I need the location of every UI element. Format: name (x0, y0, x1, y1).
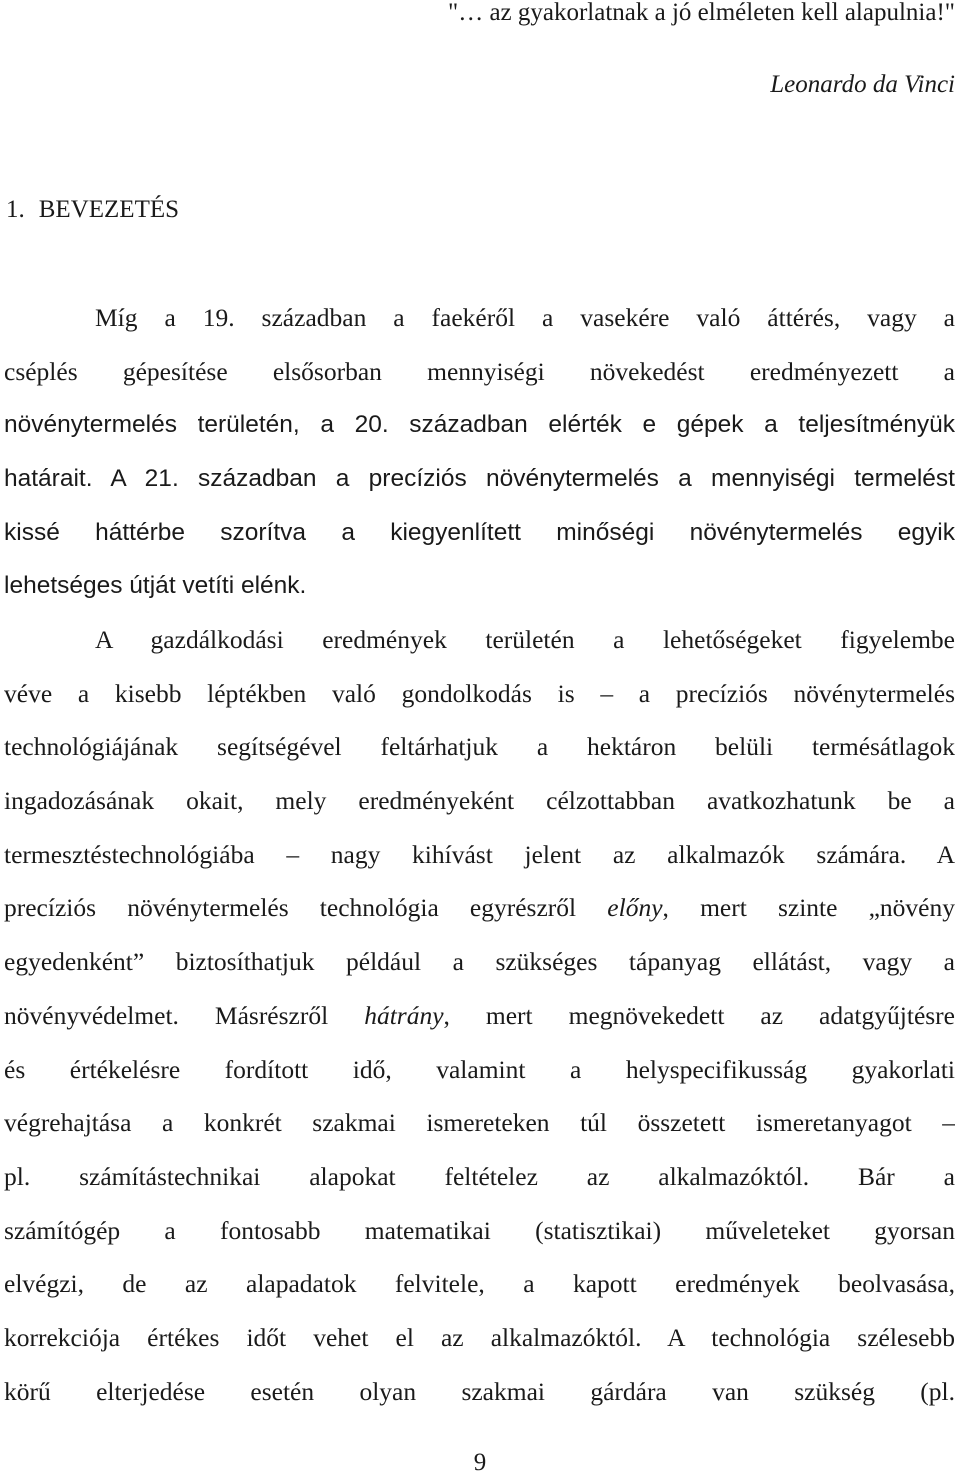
section-heading (6, 193, 179, 227)
paragraph-line: pl. számítástechnikai alapokat feltételez az alkalmazóktól. Bár a (4, 1161, 955, 1191)
emphasis-disadvantage: hátrány (364, 1000, 444, 1030)
paragraph-line (4, 881, 955, 935)
paragraph-line: lehetséges útját vetíti elénk. (4, 572, 307, 600)
paragraph-line: növénytermelés területén, a 20. században elérték e gépek a teljesítményük (4, 411, 955, 439)
paragraph-2 (4, 613, 955, 1418)
epigraph-quote: "… az gyakorlatnak a jó elméleten kell alapulnia!" (447, 0, 955, 26)
emphasis-advantage: előny (607, 893, 663, 923)
line-text: , mert szinte „növény (662, 893, 955, 923)
paragraph-line: Míg a 19. században a faekéről a vasekére való áttérés, vagy a (95, 303, 955, 332)
paragraph-line: határait. A 21. században a precíziós növénytermelés a mennyiségi termelést (4, 465, 955, 493)
paragraph-line: A gazdálkodási eredmények területén a lehetőségeket figyelembe (95, 625, 955, 654)
paragraph-line: ingadozásának okait, mely eredményeként célzottabban avatkozhatunk be a (4, 786, 955, 816)
line-text: növényvédelmet. Másrészről (4, 1000, 365, 1030)
paragraph-line: körű elterjedése esetén olyan szakmai gárdára van szükség (pl. (4, 1376, 955, 1406)
paragraph-line: kissé háttérbe szorítva a kiegyenlített minőségi növénytermelés egyik (4, 518, 955, 546)
line-text: precíziós növénytermelés technológia egyrészről (4, 893, 608, 923)
paragraph-line: számítógép a fontosabb matematikai (statisztikai) műveleteket gyorsan (4, 1215, 955, 1245)
paragraph-line: termesztéstechnológiába – nagy kihívást jelent az alkalmazók számára. A (4, 839, 955, 869)
paragraph-line: végrehajtása a konkrét szakmai ismereteken túl összetett ismeretanyagot – (4, 1108, 955, 1138)
paragraph-line: technológiájának segítségével feltárhatjuk a hektáron belüli termésátlagok (4, 732, 955, 762)
paragraph-line: cséplés gépesítése elsősorban mennyiségi növekedést eredményezett a (4, 356, 955, 386)
page-number: 9 (473, 1449, 487, 1476)
section-title: BEVEZETÉS (38, 196, 180, 223)
paragraph-line: véve a kisebb léptékben való gondolkodás is – a precíziós növénytermelés (4, 678, 955, 708)
epigraph-author: Leonardo da Vinci (770, 71, 955, 98)
paragraph-1 (4, 291, 955, 613)
paragraph-line: elvégzi, de az alapadatok felvitele, a kapott eredmények beolvasása, (4, 1269, 955, 1299)
paragraph-line: korrekciója értékes időt vehet el az alkalmazóktól. A technológia szélesebb (4, 1322, 955, 1352)
paragraph-line: és értékelésre fordított idő, valamint a helyspecifikusság gyakorlati (4, 1054, 955, 1084)
paragraph-line: egyedenként” biztosíthatjuk például a szükséges tápanyag ellátást, vagy a (4, 947, 955, 977)
line-text: , mert megnövekedett az adatgyűjtésre (443, 1000, 955, 1030)
paragraph-line (4, 989, 955, 1043)
section-number: 1. (6, 196, 25, 223)
